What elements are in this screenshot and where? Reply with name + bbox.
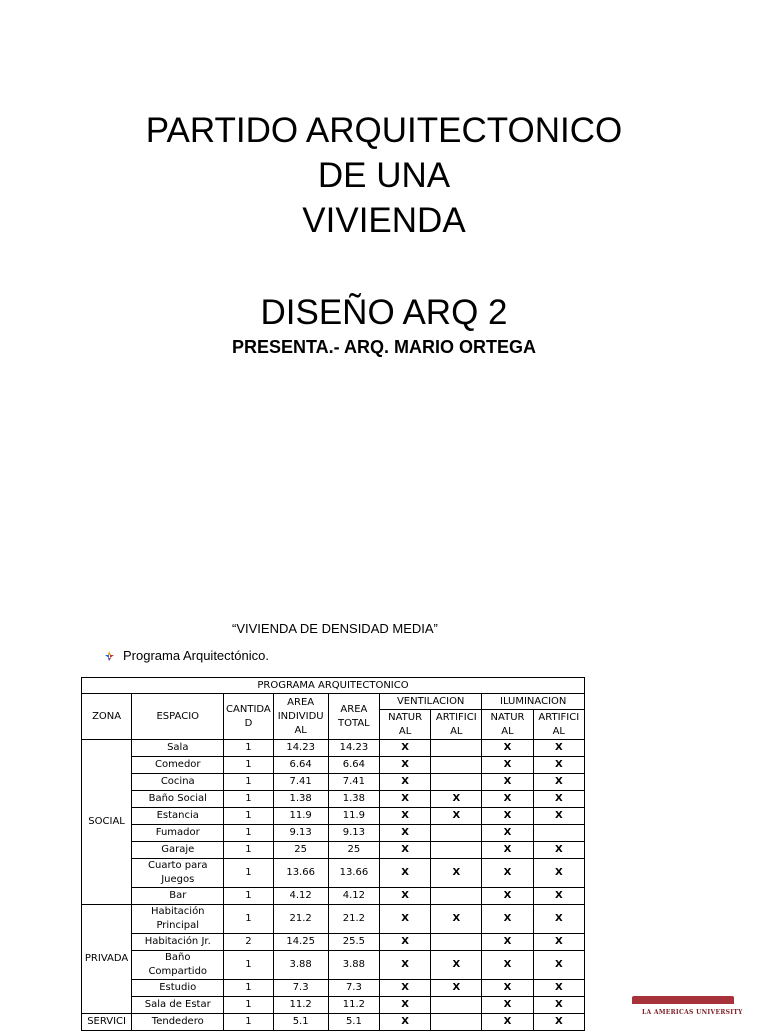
bullet-icon [103, 650, 117, 662]
table-row [82, 888, 585, 905]
zona-cell: PRIVADA [82, 905, 132, 1014]
ilum-nat-cell: X [482, 951, 533, 980]
ilum-art-cell: X [533, 980, 584, 997]
ilum-nat-cell: X [482, 740, 533, 757]
title-line: DE UNA [317, 156, 451, 195]
header-iluminacion: ILUMINACION [482, 694, 585, 710]
presenter-line: PRESENTA.- ARQ. MARIO ORTEGA [231, 337, 536, 357]
bullet-item [103, 648, 269, 663]
area-total-cell: 13.66 [328, 859, 379, 888]
area-total-cell: 6.64 [328, 757, 379, 774]
ilum-art-cell: X [533, 905, 584, 934]
espacio-cell: Sala [132, 740, 224, 757]
header-vent-artificial: ARTIFICI AL [431, 710, 482, 740]
header-area-individual: AREA INDIVIDU AL [273, 694, 328, 740]
area-ind-cell: 4.12 [273, 888, 328, 905]
cantidad-cell: 1 [224, 774, 273, 791]
espacio-cell: Baño Social [132, 791, 224, 808]
area-ind-cell: 11.9 [273, 808, 328, 825]
area-ind-cell: 1.38 [273, 791, 328, 808]
ilum-art-cell: X [533, 774, 584, 791]
table-row [82, 791, 585, 808]
cantidad-cell: 1 [224, 740, 273, 757]
ilum-art-cell: X [533, 757, 584, 774]
vent-nat-cell: X [380, 740, 431, 757]
vent-nat-cell: X [380, 791, 431, 808]
table-row [82, 997, 585, 1014]
ilum-art-cell: X [533, 859, 584, 888]
header-ilum-artificial: ARTIFICI AL [533, 710, 584, 740]
area-total-cell: 14.23 [328, 740, 379, 757]
vent-nat-cell: X [380, 1014, 431, 1031]
program-table [81, 677, 585, 1031]
area-ind-cell: 7.3 [273, 980, 328, 997]
area-ind-cell: 14.23 [273, 740, 328, 757]
ilum-art-cell: X [533, 951, 584, 980]
ilum-art-cell [533, 825, 584, 842]
vent-art-cell [431, 1014, 482, 1031]
vent-nat-cell: X [380, 905, 431, 934]
vent-art-cell [431, 825, 482, 842]
ilum-nat-cell: X [482, 859, 533, 888]
header-vent-natural: NATUR AL [380, 710, 431, 740]
cantidad-cell: 1 [224, 951, 273, 980]
ilum-nat-cell: X [482, 825, 533, 842]
vent-nat-cell: X [380, 774, 431, 791]
header-espacio: ESPACIO [132, 694, 224, 740]
zona-cell: SERVICI [82, 1014, 132, 1031]
vent-nat-cell: X [380, 757, 431, 774]
vent-nat-cell: X [380, 951, 431, 980]
vent-nat-cell: X [380, 888, 431, 905]
area-ind-cell: 11.2 [273, 997, 328, 1014]
logo-text: LA AMERICAS UNIVERSITY [642, 1009, 743, 1016]
table-row [82, 934, 585, 951]
ilum-nat-cell: X [482, 791, 533, 808]
cantidad-cell: 1 [224, 905, 273, 934]
area-ind-cell: 6.64 [273, 757, 328, 774]
espacio-cell: Bar [132, 888, 224, 905]
area-total-cell: 4.12 [328, 888, 379, 905]
area-total-cell: 7.41 [328, 774, 379, 791]
ilum-nat-cell: X [482, 888, 533, 905]
vent-art-cell: X [431, 951, 482, 980]
vent-nat-cell: X [380, 825, 431, 842]
espacio-cell: Cuarto para Juegos [132, 859, 224, 888]
header-area-total: AREA TOTAL [328, 694, 379, 740]
vent-nat-cell: X [380, 808, 431, 825]
espacio-cell: Habitación Principal [132, 905, 224, 934]
slide-title [0, 108, 768, 243]
table-row [82, 808, 585, 825]
area-total-cell: 3.88 [328, 951, 379, 980]
espacio-cell: Sala de Estar [132, 997, 224, 1014]
vent-art-cell: X [431, 808, 482, 825]
area-total-cell: 25.5 [328, 934, 379, 951]
ilum-art-cell: X [533, 740, 584, 757]
ilum-nat-cell: X [482, 808, 533, 825]
area-total-cell: 7.3 [328, 980, 379, 997]
table-row [82, 980, 585, 997]
espacio-cell: Tendedero [132, 1014, 224, 1031]
vent-art-cell: X [431, 791, 482, 808]
area-ind-cell: 25 [273, 842, 328, 859]
vent-nat-cell: X [380, 859, 431, 888]
area-total-cell: 11.9 [328, 808, 379, 825]
area-ind-cell: 14.25 [273, 934, 328, 951]
title-line: VIVIENDA [302, 201, 466, 240]
table-row [82, 740, 585, 757]
document-title: “VIVIENDA DE DENSIDAD MEDIA” [232, 621, 438, 636]
ilum-nat-cell: X [482, 1014, 533, 1031]
cantidad-cell: 1 [224, 888, 273, 905]
area-ind-cell: 9.13 [273, 825, 328, 842]
espacio-cell: Baño Compartido [132, 951, 224, 980]
zona-cell: SOCIAL [82, 740, 132, 905]
espacio-cell: Garaje [132, 842, 224, 859]
espacio-cell: Fumador [132, 825, 224, 842]
table-row [82, 951, 585, 980]
vent-nat-cell: X [380, 934, 431, 951]
vent-nat-cell: X [380, 842, 431, 859]
espacio-cell: Estancia [132, 808, 224, 825]
area-total-cell: 1.38 [328, 791, 379, 808]
vent-art-cell [431, 757, 482, 774]
bullet-text: Programa Arquitectónico. [123, 648, 269, 663]
header-zona: ZONA [82, 694, 132, 740]
vent-art-cell: X [431, 859, 482, 888]
ilum-art-cell: X [533, 888, 584, 905]
area-ind-cell: 13.66 [273, 859, 328, 888]
cantidad-cell: 1 [224, 997, 273, 1014]
header-ilum-natural: NATUR AL [482, 710, 533, 740]
area-ind-cell: 21.2 [273, 905, 328, 934]
area-total-cell: 25 [328, 842, 379, 859]
espacio-cell: Comedor [132, 757, 224, 774]
ilum-art-cell: X [533, 842, 584, 859]
cantidad-cell: 1 [224, 842, 273, 859]
espacio-cell: Estudio [132, 980, 224, 997]
table-caption: PROGRAMA ARQUITECTONICO [82, 678, 585, 694]
vent-art-cell: X [431, 980, 482, 997]
ilum-art-cell: X [533, 791, 584, 808]
ilum-nat-cell: X [482, 980, 533, 997]
table-row [82, 774, 585, 791]
header-cantidad: CANTIDA D [224, 694, 273, 740]
vent-art-cell: X [431, 905, 482, 934]
ilum-art-cell: X [533, 997, 584, 1014]
cantidad-cell: 1 [224, 859, 273, 888]
table-row [82, 1014, 585, 1031]
ilum-art-cell: X [533, 1014, 584, 1031]
area-ind-cell: 3.88 [273, 951, 328, 980]
ilum-nat-cell: X [482, 842, 533, 859]
area-ind-cell: 5.1 [273, 1014, 328, 1031]
vent-art-cell [431, 888, 482, 905]
ilum-art-cell: X [533, 934, 584, 951]
espacio-cell: Cocina [132, 774, 224, 791]
area-total-cell: 5.1 [328, 1014, 379, 1031]
vent-art-cell [431, 842, 482, 859]
table-row [82, 842, 585, 859]
vent-art-cell [431, 740, 482, 757]
area-total-cell: 11.2 [328, 997, 379, 1014]
logo-banner [632, 996, 734, 1004]
table-row [82, 859, 585, 888]
espacio-cell: Habitación Jr. [132, 934, 224, 951]
table-row [82, 825, 585, 842]
area-total-cell: 9.13 [328, 825, 379, 842]
table-row [82, 757, 585, 774]
table-row [82, 905, 585, 934]
cantidad-cell: 1 [224, 825, 273, 842]
ilum-nat-cell: X [482, 757, 533, 774]
ilum-art-cell: X [533, 808, 584, 825]
cantidad-cell: 1 [224, 791, 273, 808]
cantidad-cell: 2 [224, 934, 273, 951]
area-ind-cell: 7.41 [273, 774, 328, 791]
ilum-nat-cell: X [482, 905, 533, 934]
ilum-nat-cell: X [482, 934, 533, 951]
course-name: DISEÑO ARQ 2 [260, 293, 508, 332]
ilum-nat-cell: X [482, 997, 533, 1014]
cantidad-cell: 1 [224, 757, 273, 774]
title-line: PARTIDO ARQUITECTONICO [145, 111, 623, 150]
cantidad-cell: 1 [224, 1014, 273, 1031]
vent-art-cell [431, 774, 482, 791]
area-total-cell: 21.2 [328, 905, 379, 934]
university-logo [632, 996, 743, 1024]
cantidad-cell: 1 [224, 808, 273, 825]
vent-art-cell [431, 997, 482, 1014]
header-ventilacion: VENTILACION [380, 694, 482, 710]
ilum-nat-cell: X [482, 774, 533, 791]
cantidad-cell: 1 [224, 980, 273, 997]
vent-art-cell [431, 934, 482, 951]
vent-nat-cell: X [380, 997, 431, 1014]
vent-nat-cell: X [380, 980, 431, 997]
